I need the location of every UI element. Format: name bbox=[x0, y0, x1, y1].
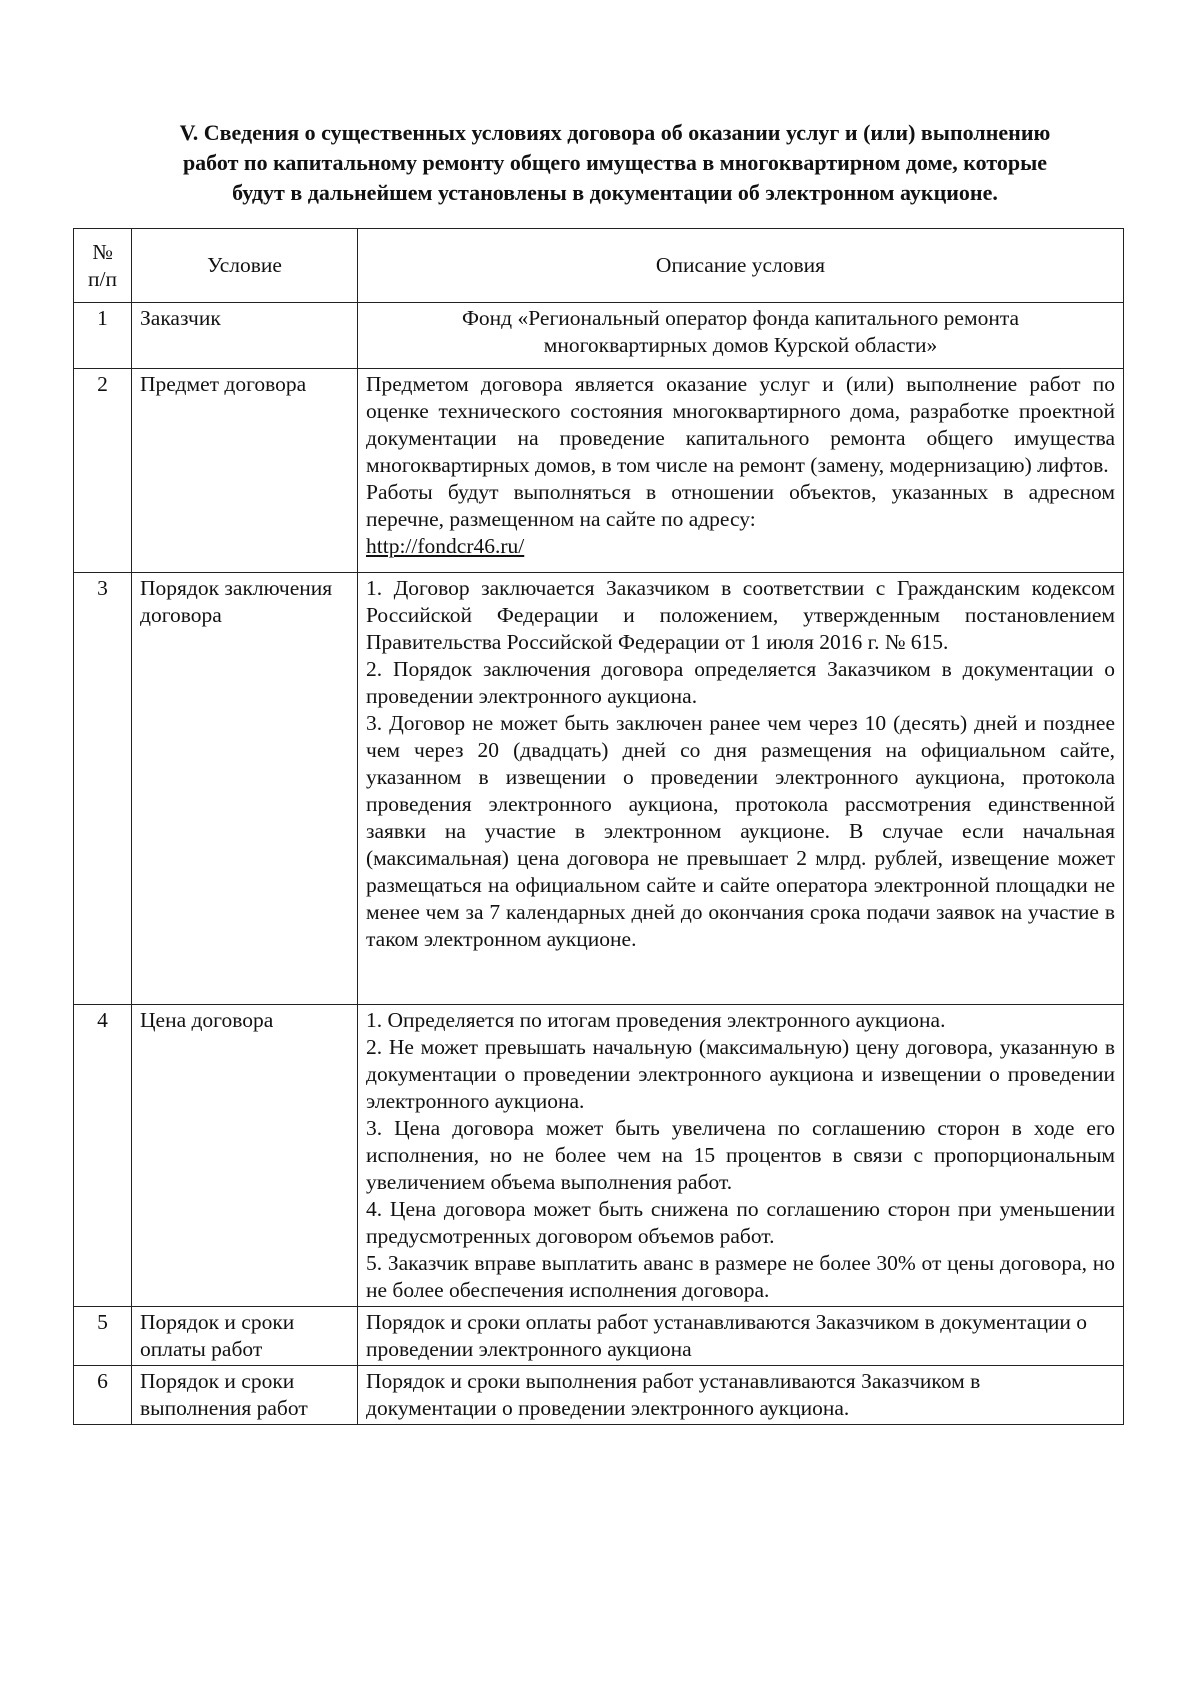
table-row bbox=[74, 573, 1124, 1005]
row-number: 3 bbox=[74, 573, 132, 1005]
description-item: 3. Договор не может быть заключен ранее чем через 10 (десять) дней и позднее чем через 20 (двадцать) дней со дня размещения на официальном сайте, указанном в извещении о проведении электронного аукциона, протокола проведения электронного аукциона, протокола рассмотрения единственной заявки на участие в электронном аукционе. В случае если начальная (максимальная) цена договора не превышает 2 млрд. рублей, извещение может размещаться на официальном сайте и сайте оператора электронной площадки не менее чем за 7 календарных дней до окончания срока подачи заявок на участие в таком электронном аукционе. bbox=[366, 711, 1115, 951]
header-num: № п/п bbox=[74, 229, 132, 303]
header-condition: Условие bbox=[132, 229, 358, 303]
row-description: Порядок и сроки оплаты работ устанавливаются Заказчиком в документации о проведении электронного аукциона bbox=[358, 1307, 1124, 1366]
conditions-table bbox=[73, 228, 1124, 1425]
description-item: 2. Не может превышать начальную (максимальную) цену договора, указанную в документации о проведении электронного аукциона и извещении о проведении электронного аукциона. bbox=[366, 1035, 1115, 1113]
row-number: 6 bbox=[74, 1366, 132, 1425]
row-label: Порядок и сроки оплаты работ bbox=[132, 1307, 358, 1366]
address-link[interactable]: http://fondcr46.ru/ bbox=[366, 534, 525, 558]
description-item: 1. Определяется по итогам проведения электронного аукциона. bbox=[366, 1008, 946, 1032]
row-label: Порядок и сроки выполнения работ bbox=[132, 1366, 358, 1425]
row-number: 1 bbox=[74, 303, 132, 369]
description-item: 1. Договор заключается Заказчиком в соответствии с Гражданским кодексом Российской Федерации и положением, утвержденным постановлением Правительства Российской Федерации от 1 июля 2016 г. № 615. bbox=[366, 576, 1115, 654]
table-row bbox=[74, 1005, 1124, 1307]
row-number: 4 bbox=[74, 1005, 132, 1307]
table-row bbox=[74, 1307, 1124, 1366]
description-paragraph: Работы будут выполняться в отношении объектов, указанных в адресном перечне, размещенном на сайте по адресу: bbox=[366, 480, 1115, 531]
row-number: 2 bbox=[74, 369, 132, 573]
heading-line-2: работ по капитальному ремонту общего имущества в многоквартирном доме, которые bbox=[182, 150, 1048, 175]
table-row bbox=[74, 303, 1124, 369]
table-row bbox=[74, 369, 1124, 573]
table-header-row bbox=[74, 229, 1124, 303]
section-heading bbox=[110, 118, 1120, 208]
description-item: 4. Цена договора может быть снижена по соглашению сторон при уменьшении предусмотренных договором объемов работ. bbox=[366, 1197, 1115, 1248]
row-description: Порядок и сроки выполнения работ устанавливаются Заказчиком в документации о проведении электронного аукциона. bbox=[358, 1366, 1124, 1425]
row-description bbox=[358, 573, 1124, 1005]
row-label: Порядок заключения договора bbox=[132, 573, 358, 1005]
row-description bbox=[358, 369, 1124, 573]
description-item: 5. Заказчик вправе выплатить аванс в размере не более 30% от цены договора, но не более обеспечения исполнения договора. bbox=[366, 1251, 1115, 1302]
table-row bbox=[74, 1366, 1124, 1425]
row-number: 5 bbox=[74, 1307, 132, 1366]
row-label: Предмет договора bbox=[132, 369, 358, 573]
description-item: 3. Цена договора может быть увеличена по соглашению сторон в ходе его исполнения, но не более чем на 15 процентов в связи с пропорциональным увеличением объема выполнения работ. bbox=[366, 1116, 1115, 1194]
row-description: Фонд «Региональный оператор фонда капитального ремонта многоквартирных домов Курской области» bbox=[358, 303, 1124, 369]
heading-line-3: будут в дальнейшем установлены в документации об электронном аукционе. bbox=[232, 180, 998, 205]
header-description: Описание условия bbox=[358, 229, 1124, 303]
row-label: Заказчик bbox=[132, 303, 358, 369]
row-description bbox=[358, 1005, 1124, 1307]
description-paragraph: Предметом договора является оказание услуг и (или) выполнение работ по оценке технического состояния многоквартирного дома, разработке проектной документации на проведение капитального ремонта общего имущества многоквартирных домов, в том числе на ремонт (замену, модернизацию) лифтов. bbox=[366, 372, 1115, 477]
description-item: 2. Порядок заключения договора определяется Заказчиком в документации о проведении электронного аукциона. bbox=[366, 657, 1115, 708]
row-label: Цена договора bbox=[132, 1005, 358, 1307]
heading-line-1: V. Сведения о существенных условиях договора об оказании услуг и (или) выполнению bbox=[179, 120, 1051, 145]
